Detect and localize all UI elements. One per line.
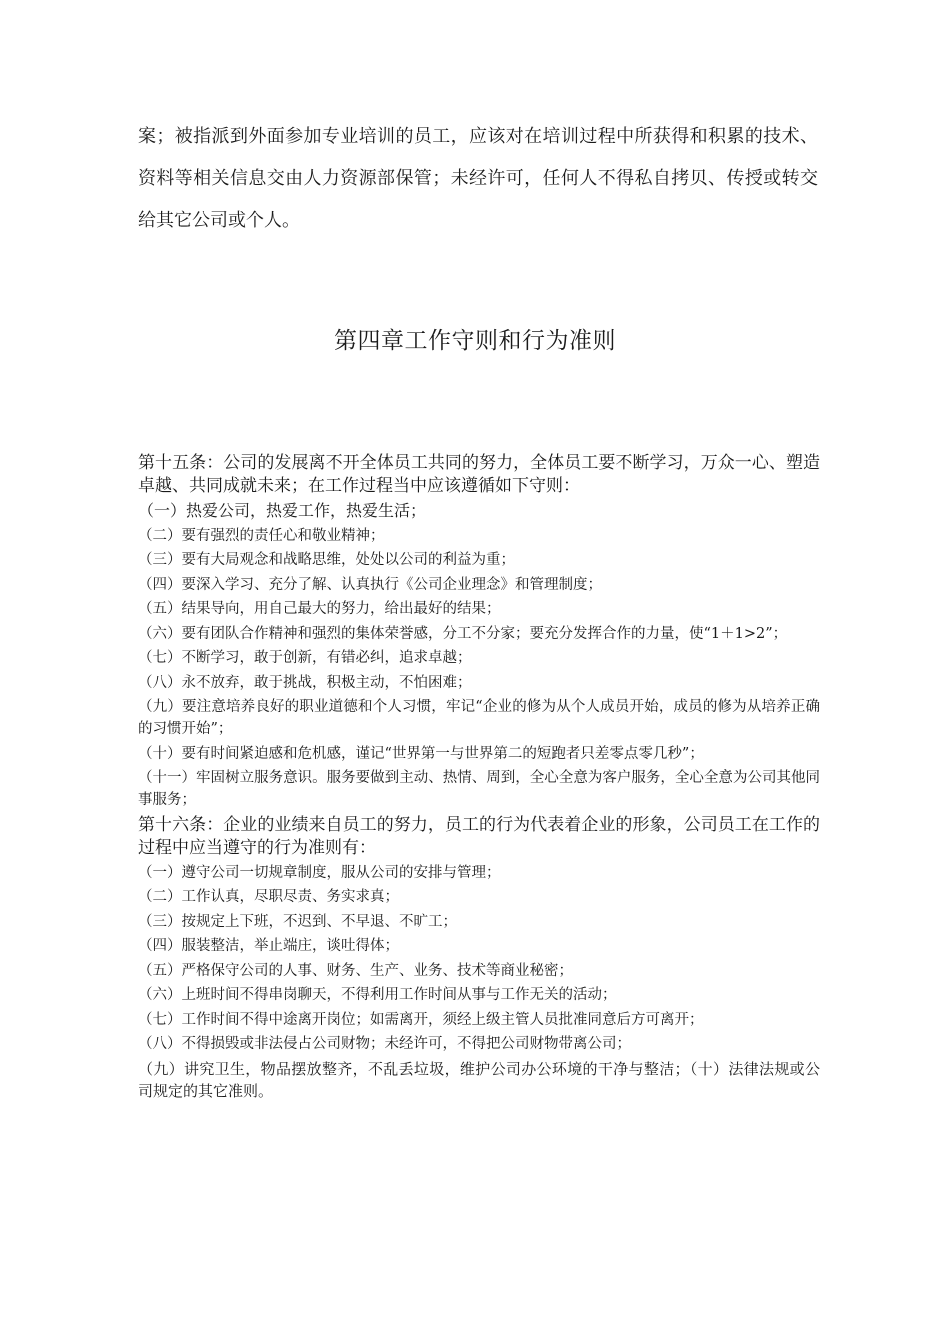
article-15-item: （三）要有大局观念和战略思维，处处以公司的利益为重；: [138, 552, 515, 568]
article-16-item: （五）严格保守公司的人事、财务、生产、业务、技术等商业秘密；: [138, 962, 573, 979]
article-16-item: （七）工作时间不得中途离开岗位；如需离开，须经上级主管人员批准同意后方可离开；: [138, 1011, 704, 1028]
article-15-item: （九）要注意培养良好的职业道德和个人习惯，牢记“企业的修为从个人成员开始，成员的修为从培养正确的习惯开始”；: [138, 699, 820, 737]
intro-paragraph: 案；被指派到外面参加专业培训的员工，应该对在培训过程中所获得和积累的技术、资料等相关信息交由人力资源部保管；未经许可，任何人不得私自拷贝、传授或转交给其它公司或个人。: [138, 126, 818, 231]
article-15-item: （二）要有强烈的责任心和敬业精神；: [138, 527, 385, 544]
article-15-item: （五）结果导向，用自己最大的努力，给出最好的结果；: [138, 601, 501, 617]
chapter-title: 第四章工作守则和行为准则: [334, 328, 616, 354]
article-15-item: （一）热爱公司，热爱工作，热爱生活；: [138, 501, 427, 520]
article-15-item: （八）永不放弃，敢于挑战，积极主动，不怕困难；: [138, 674, 472, 691]
article-16-item: （三）按规定上下班，不迟到、不早退、不旷工；: [138, 913, 457, 930]
article-16-item: （一）遵守公司一切规章制度，服从公司的安排与管理；: [138, 864, 501, 881]
chapter-body: [138, 452, 820, 1104]
article-15-item: （七）不断学习，敢于创新，有错必纠，追求卓越；: [138, 650, 472, 666]
article-15-item: （十）要有时间紧迫感和危机感，谨记“世界第一与世界第二的短跑者只差零点零几秒”；: [138, 745, 704, 762]
article-15-item: （四）要深入学习、充分了解、认真执行《公司企业理念》和管理制度；: [138, 576, 602, 593]
article-15-item: （十一）牢固树立服务意识。服务要做到主动、热情、周到，全心全意为客户服务，全心全意为公司其他同事服务；: [138, 770, 820, 808]
article-16-item: （二）工作认真，尽职尽责、务实求真；: [138, 889, 399, 905]
article-16-text: 第十六条：企业的业绩来自员工的努力，员工的行为代表着企业的形象，公司员工在工作的过程中应当遵守的行为准则有：: [138, 814, 820, 858]
article-16-item: （六）上班时间不得串岗聊天，不得利用工作时间从事与工作无关的活动；: [138, 987, 617, 1003]
article-15-text: 第十五条：公司的发展离不开全体员工共同的努力，全体员工要不断学习，万众一心、塑造卓越、共同成就未来；在工作过程当中应该遵循如下守则：: [138, 453, 820, 496]
article-16-item: （九）讲究卫生，物品摆放整齐，不乱丢垃圾，维护公司办公环境的干净与整洁；（十）法律法规或公司规定的其它准则。: [138, 1059, 820, 1100]
article-16-item: （八）不得损毁或非法侵占公司财物；未经许可，不得把公司财物带离公司；: [138, 1036, 631, 1052]
article-16-item: （四）服装整洁，举止端庄，谈吐得体；: [138, 938, 399, 954]
article-15-item: （六）要有团队合作精神和强烈的集体荣誉感，分工不分家；要充分发挥合作的力量，使“1＋1>2”；: [138, 625, 788, 642]
